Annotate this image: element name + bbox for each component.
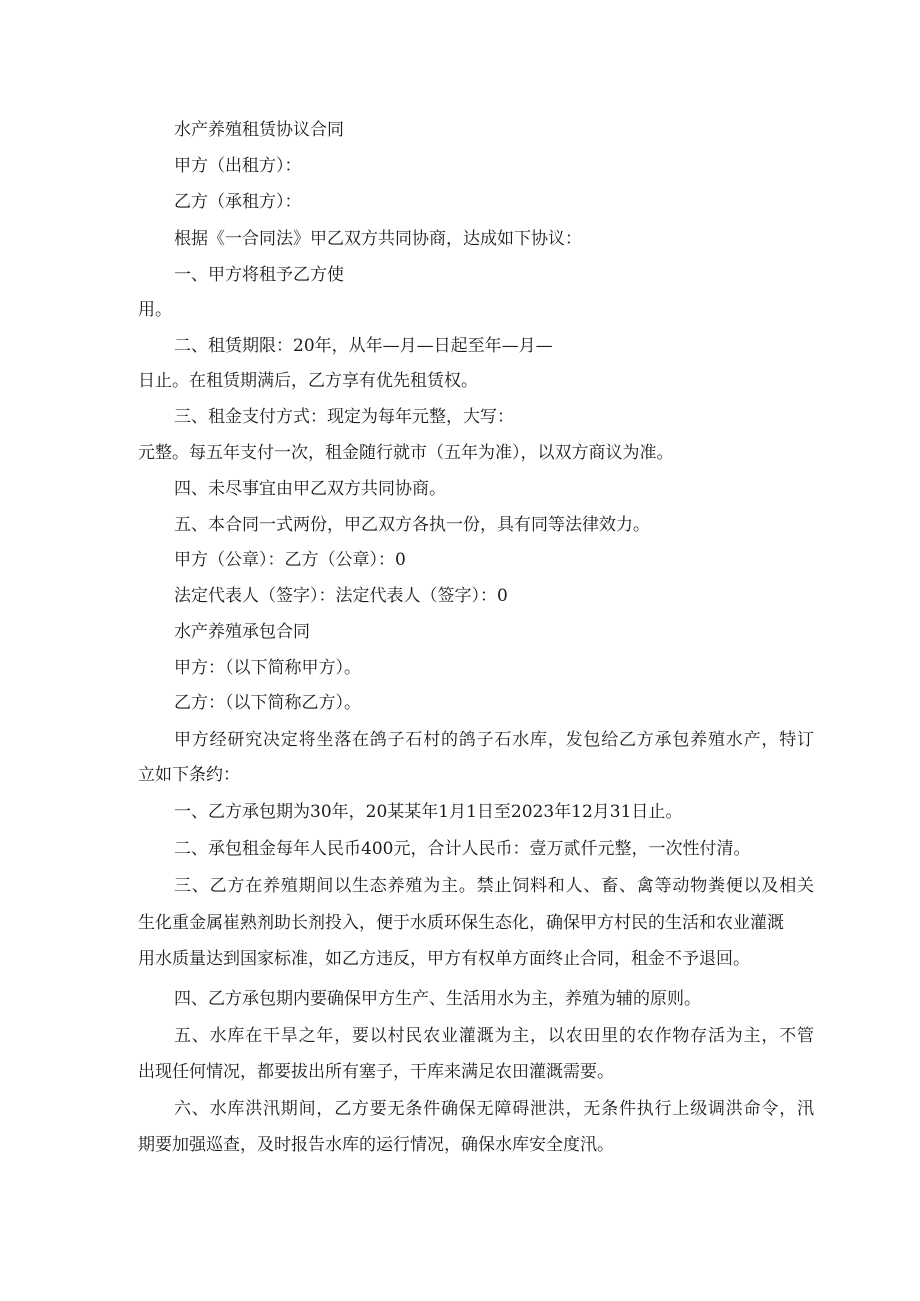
- term-5-line-2: 出现任何情况，都要拔出所有塞子，干库来满足农田灌溉需要。: [138, 1062, 614, 1082]
- party-b: 乙方：（以下简称乙方）。: [174, 693, 361, 713]
- contract-title-lease: 水产养殖租赁协议合同: [174, 120, 344, 140]
- term-4: 四、乙方承包期内要确保甲方生产、生活用水为主，养殖为辅的原则。: [174, 989, 701, 1009]
- party-b-lessee: 乙方（承租方）：: [174, 192, 302, 212]
- preamble-line-2: 立如下条约：: [138, 765, 240, 785]
- contract-title-contracting: 水产养殖承包合同: [174, 622, 310, 642]
- agreement-intro: 根据《一合同法》甲乙双方共同协商，达成如下协议：: [174, 229, 582, 249]
- preamble-line-1: 甲方经研究决定将坐落在鸽子石村的鸽子石水库，发包给乙方承包养殖水产，特订: [174, 730, 814, 750]
- term-3-line-1: 三、乙方在养殖期间以生态养殖为主。禁止饲料和人、畜、禽等动物粪便以及相关: [174, 876, 814, 896]
- clause-1-line-1: 一、甲方将租予乙方使: [174, 265, 344, 285]
- term-3-line-3: 用水质量达到国家标准，如乙方违反，甲方有权单方面终止合同，租金不予退回。: [138, 949, 750, 969]
- party-a-lessor: 甲方（出租方）：: [174, 156, 302, 176]
- clause-2-line-2: 日止。在租赁期满后，乙方享有优先租赁权。: [138, 371, 478, 391]
- term-5-line-1: 五、水库在干旱之年，要以村民农业灌溉为主，以农田里的农作物存活为主，不管: [174, 1026, 814, 1046]
- term-6-line-1: 六、水库洪汛期间，乙方要无条件确保无障碍泄洪，无条件执行上级调洪命令，汛: [174, 1099, 814, 1119]
- term-3-line-2: 生化重金属崔熟剂助长剂投入，便于水质环保生态化，确保甲方村民的生活和农业灌溉: [138, 913, 784, 933]
- clause-2-line-1: 二、租赁期限：20年，从年—月—日起至年—月—: [174, 336, 553, 356]
- party-a: 甲方：（以下简称甲方）。: [174, 658, 361, 678]
- clause-1-line-2: 用。: [138, 300, 172, 320]
- seal-line: 甲方（公章）：乙方（公章）：0: [174, 550, 406, 570]
- clause-5: 五、本合同一式两份，甲乙双方各执一份，具有同等法律效力。: [174, 515, 650, 535]
- term-1: 一、乙方承包期为30年，20某某年1月1日至2023年12月31日止。: [174, 802, 683, 822]
- signature-line: 法定代表人（签字）：法定代表人（签字）：0: [174, 586, 508, 606]
- term-2: 二、承包租金每年人民币400元，合计人民币：壹万贰仟元整，一次性付清。: [174, 839, 751, 859]
- clause-4: 四、未尽事宜由甲乙双方共同协商。: [174, 479, 446, 499]
- clause-3-line-1: 三、租金支付方式：现定为每年元整，大写：: [174, 407, 514, 427]
- term-6-line-2: 期要加强巡查，及时报告水库的运行情况，确保水库安全度汛。: [138, 1135, 614, 1155]
- clause-3-line-2: 元整。每五年支付一次，租金随行就市（五年为准），以双方商议为准。: [138, 443, 674, 463]
